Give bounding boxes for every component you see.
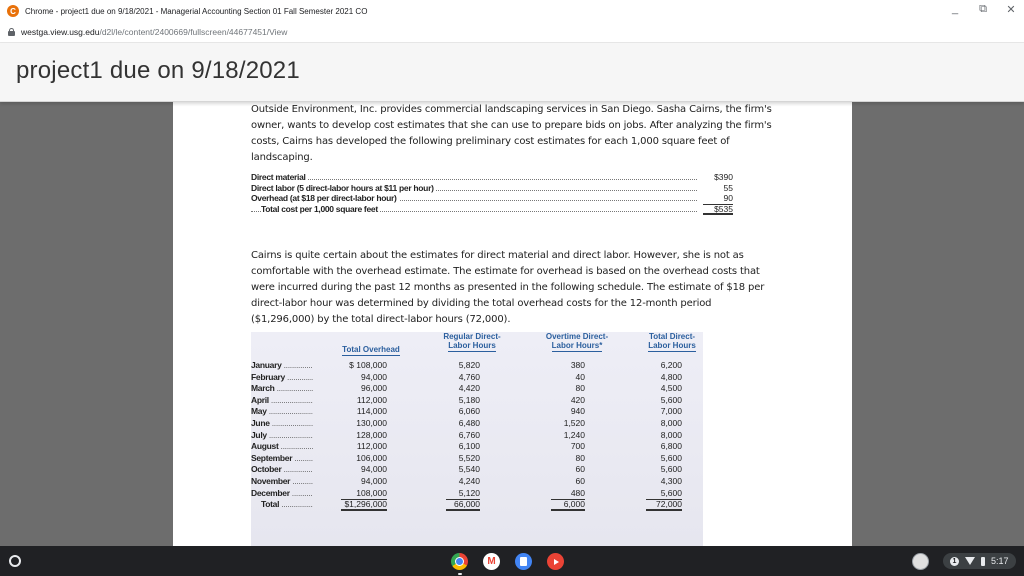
cost-value: $390: [714, 172, 733, 182]
table-cell-regular: 5,180: [458, 394, 480, 405]
table-cell-total: 6,800: [660, 441, 682, 452]
status-tray[interactable]: [943, 553, 1016, 569]
cost-label: Direct labor (5 direct-labor hours at $11 per hour): [251, 182, 434, 193]
restore-button[interactable]: ⧉: [979, 3, 987, 15]
intro-paragraph: Outside Environment, Inc. provides commercial landscaping services in San Diego. Sasha Cairns, the firm's owner, wants to develop cost estimates that she can use to prepare bids on jobs. After analyzing the firm's costs, Cairns has developed the following preliminary cost estimates for each 1,000 square feet of landscaping.: [251, 104, 772, 163]
table-row-month: November .....: [251, 476, 313, 486]
cost-value: 90: [703, 193, 733, 205]
header-regular-hours: Regular Direct- Labor Hours: [443, 332, 501, 350]
table-cell-total: 7,000: [660, 406, 682, 417]
table-row-month: Total .....: [261, 499, 313, 509]
table-cell-regular: 5,820: [458, 360, 480, 370]
table-cell-total: 8,000: [660, 429, 682, 440]
notification-badge: 1: [950, 557, 959, 566]
cost-row: [251, 193, 733, 204]
table-cell-overhead: 94,000: [361, 476, 387, 486]
table-total-overhead: $1,296,000: [341, 499, 387, 511]
table-cell-overtime: 40: [575, 371, 585, 382]
cost-label: Total cost per 1,000 square feet: [261, 203, 378, 214]
table-cell-total: 4,500: [660, 383, 682, 394]
cost-value: $535: [703, 204, 733, 215]
cost-row: [251, 183, 733, 194]
document-viewer[interactable]: [0, 102, 1024, 546]
table-total-regular: 66,000: [446, 499, 480, 511]
minimize-button[interactable]: _: [951, 3, 959, 15]
table-cell-total: 5,600: [660, 452, 682, 463]
table-cell-overtime: 1,240: [563, 429, 585, 440]
url-text[interactable]: [21, 27, 287, 37]
table-cell-regular: 5,540: [458, 464, 480, 475]
table-cell-overhead: 106,000: [356, 452, 387, 463]
table-cell-regular: 6,760: [458, 429, 480, 440]
table-cell-overtime: 60: [575, 464, 585, 475]
table-total-overtime: 6,000: [551, 499, 585, 511]
table-cell-overhead: 94,000: [361, 371, 387, 382]
gmail-app-icon[interactable]: M: [483, 553, 500, 570]
table-cell-overtime: 80: [575, 383, 585, 394]
table-row-month: September .....: [251, 453, 313, 463]
table-row-month: March .....: [251, 383, 313, 393]
table-cell-overtime: 420: [570, 394, 585, 405]
youtube-app-icon[interactable]: [547, 553, 564, 570]
table-cell-regular: 6,480: [458, 418, 480, 428]
table-cell-regular: 5,520: [458, 452, 480, 463]
cost-value: 55: [723, 182, 733, 193]
table-cell-overtime: 380: [570, 360, 585, 370]
table-cell-overhead: 112,000: [356, 441, 387, 452]
docs-app-icon[interactable]: [515, 553, 532, 570]
lock-icon: [8, 28, 15, 36]
cost-label: Direct material: [251, 172, 306, 182]
running-indicator: [458, 573, 462, 575]
table-row-month: December .....: [251, 488, 313, 498]
table-row-month: April .....: [251, 395, 313, 405]
avatar[interactable]: [912, 553, 929, 570]
table-cell-overhead: $ 108,000: [349, 360, 387, 370]
cost-total-row: [251, 204, 733, 215]
taskbar: [0, 546, 1024, 576]
table-cell-overtime: 700: [570, 441, 585, 452]
header-total-overhead: Total Overhead: [342, 345, 400, 354]
close-button[interactable]: ✕: [1006, 4, 1016, 16]
page-header: [0, 43, 1024, 102]
cost-estimate-table: [251, 172, 733, 214]
wifi-icon: [965, 557, 975, 565]
table-cell-overhead: 108,000: [356, 487, 387, 498]
launcher-icon[interactable]: [9, 555, 21, 567]
battery-icon: [981, 557, 985, 566]
table-total-total: 72,000: [646, 499, 682, 511]
url-path: /d2l/le/content/2400669/fullscreen/44677451/View: [99, 27, 288, 37]
cost-row: [251, 172, 733, 183]
table-cell-regular: 4,760: [458, 371, 480, 382]
table-cell-overhead: 112,000: [356, 394, 387, 405]
table-cell-overhead: 96,000: [361, 383, 387, 394]
table-cell-overhead: 94,000: [361, 464, 387, 475]
table-cell-overtime: 480: [570, 487, 585, 498]
cost-label: Overhead (at $18 per direct-labor hour): [251, 193, 397, 203]
url-host: westga.view.usg.edu: [21, 27, 100, 37]
table-row-month: May .....: [251, 406, 313, 416]
window-title: Chrome - project1 due on 9/18/2021 - Managerial Accounting Section 01 Fall Semester 2021 CO: [25, 6, 368, 16]
window-controls: [948, 3, 1018, 16]
table-cell-regular: 4,240: [458, 476, 480, 486]
table-cell-overtime: 80: [575, 452, 585, 463]
header-overtime-hours: Overtime Direct- Labor Hours*: [545, 332, 609, 350]
table-cell-total: 5,600: [660, 394, 682, 405]
window-title-bar: [0, 0, 1024, 22]
document-page: [173, 102, 852, 546]
chrome-app-icon[interactable]: [451, 553, 468, 570]
table-row-month: August .....: [251, 441, 313, 451]
table-row-month: June .....: [251, 418, 313, 428]
table-cell-total: 8,000: [660, 418, 682, 428]
table-row-month: October .....: [251, 464, 313, 474]
table-cell-overtime: 1,520: [563, 418, 585, 428]
table-cell-regular: 6,060: [458, 406, 480, 417]
table-cell-total: 5,600: [660, 464, 682, 475]
table-row-month: February .....: [251, 372, 313, 382]
body-paragraph: Cairns is quite certain about the estimates for direct material and direct labor. However, she is not as comfortable with the overhead estimate. The estimate for overhead is based on the overhead costs that were incurred during the past 12 months as presented in the following schedule. The estimate of $18 per direct-labor hour was determined by dividing the total overhead costs for the 12-month period ($1,296,000) by the total direct-labor hours (72,000).: [251, 250, 765, 325]
table-cell-total: 6,200: [660, 360, 682, 370]
table-cell-overtime: 940: [570, 406, 585, 417]
table-cell-total: 5,600: [660, 487, 682, 498]
table-cell-overtime: 60: [575, 476, 585, 486]
clock: 5:17: [991, 556, 1009, 566]
header-total-hours: Total Direct- Labor Hours: [648, 332, 696, 350]
table-cell-overhead: 128,000: [356, 429, 387, 440]
overhead-schedule-table: [251, 332, 703, 546]
table-row-month: January .....: [251, 360, 313, 370]
table-cell-overhead: 114,000: [356, 406, 387, 417]
table-cell-regular: 5,120: [458, 487, 480, 498]
table-cell-total: 4,800: [660, 371, 682, 382]
address-bar[interactable]: [0, 22, 1024, 43]
table-cell-overhead: 130,000: [356, 418, 387, 428]
page-title: project1 due on 9/18/2021: [16, 57, 300, 84]
table-cell-regular: 6,100: [458, 441, 480, 452]
table-cell-regular: 4,420: [458, 383, 480, 394]
table-cell-total: 4,300: [660, 476, 682, 486]
chrome-logo-icon: C: [7, 5, 19, 17]
table-row-month: July .....: [251, 430, 313, 440]
